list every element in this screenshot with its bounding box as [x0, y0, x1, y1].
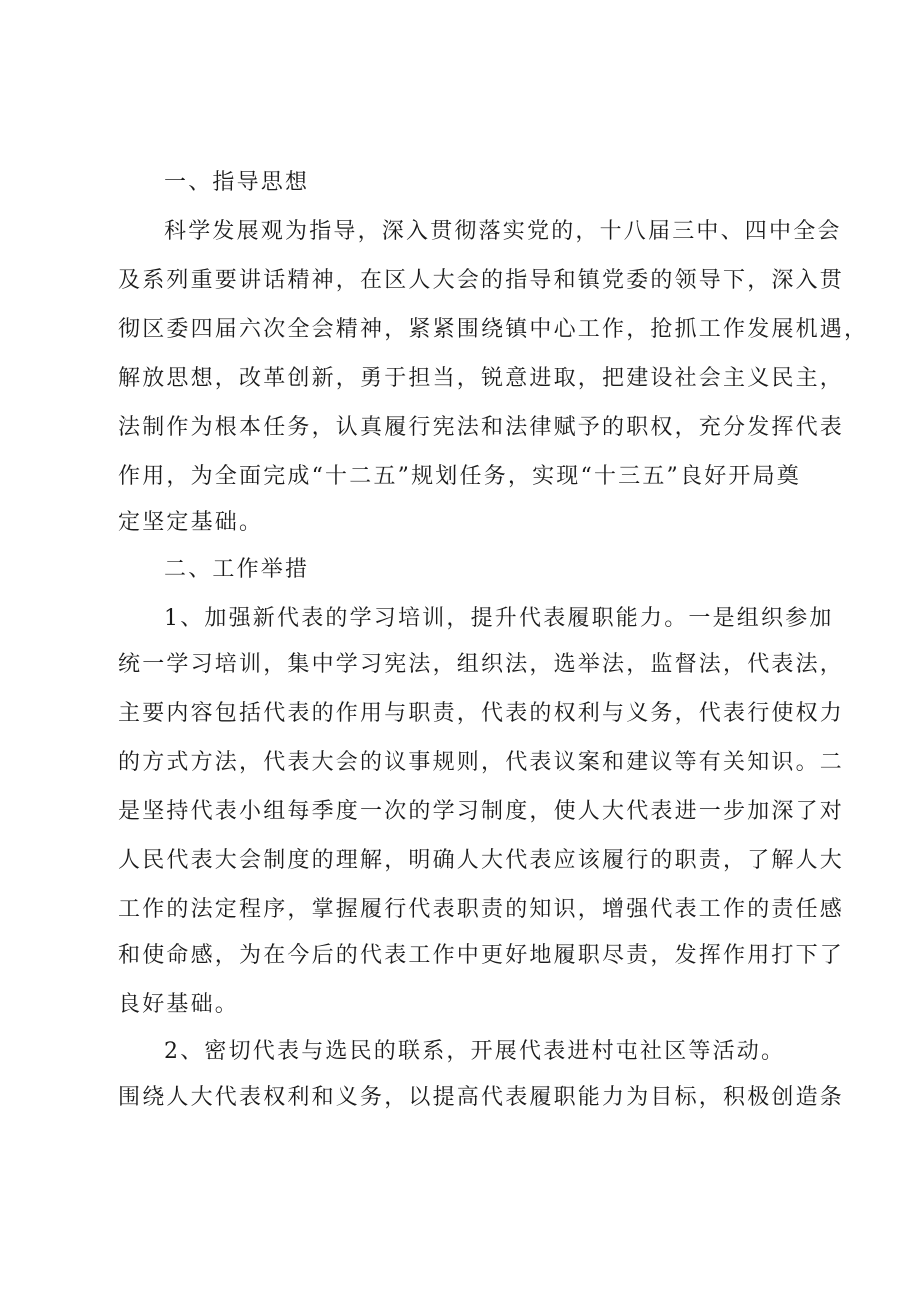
paragraph-line: 2、密切代表与选民的联系，开展代表进村屯社区等活动。: [164, 1039, 786, 1064]
paragraph-line: 1、加强新代表的学习培训，提升代表履职能力。一是组织参加: [164, 606, 834, 631]
paragraph-line: 科学发展观为指导，深入贯彻落实党的，十八届三中、四中全会: [164, 219, 842, 244]
paragraph-line: 主要内容包括代表的作用与职责，代表的权利与义务，代表行使权力: [118, 701, 845, 726]
paragraph-line: 作用，为全面完成“十二五”规划任务，实现“十三五”良好开局奠: [118, 464, 801, 489]
paragraph-line: 是坚持代表小组每季度一次的学习制度，使人大代表进一步加深了对: [118, 799, 845, 824]
paragraph-line: 的方式方法，代表大会的议事规则，代表议案和建议等有关知识。二: [118, 750, 845, 775]
paragraph-line: 和使命感，为在今后的代表工作中更好地履职尽责，发挥作用打下了: [118, 943, 845, 968]
paragraph-line: 人民代表大会制度的理解，明确人大代表应该履行的职责，了解人大: [118, 848, 845, 873]
paragraph-line: 定坚定基础。: [118, 510, 264, 535]
paragraph-line: 法制作为根本任务，认真履行宪法和法律赋予的职权，充分发挥代表: [118, 415, 845, 440]
paragraph-line: 统一学习培训，集中学习宪法，组织法，选举法，监督法，代表法，: [118, 652, 845, 677]
paragraph-line: 彻区委四届六次全会精神，紧紧围绕镇中心工作，抢抓工作发展机遇，: [118, 317, 869, 342]
heading-work-measures: 二、工作举措: [164, 557, 310, 582]
paragraph-line: 良好基础。: [118, 992, 240, 1017]
heading-guiding-ideology: 一、指导思想: [164, 170, 310, 195]
paragraph-line: 解放思想，改革创新，勇于担当，锐意进取，把建设社会主义民主，: [118, 366, 845, 391]
paragraph-line: 工作的法定程序，掌握履行代表职责的知识，增强代表工作的责任感: [118, 897, 845, 922]
paragraph-line: 及系列重要讲话精神，在区人大会的指导和镇党委的领导下，深入贯: [118, 268, 845, 293]
paragraph-line: 围绕人大代表权利和义务，以提高代表履职能力为目标，积极创造条: [118, 1085, 845, 1110]
